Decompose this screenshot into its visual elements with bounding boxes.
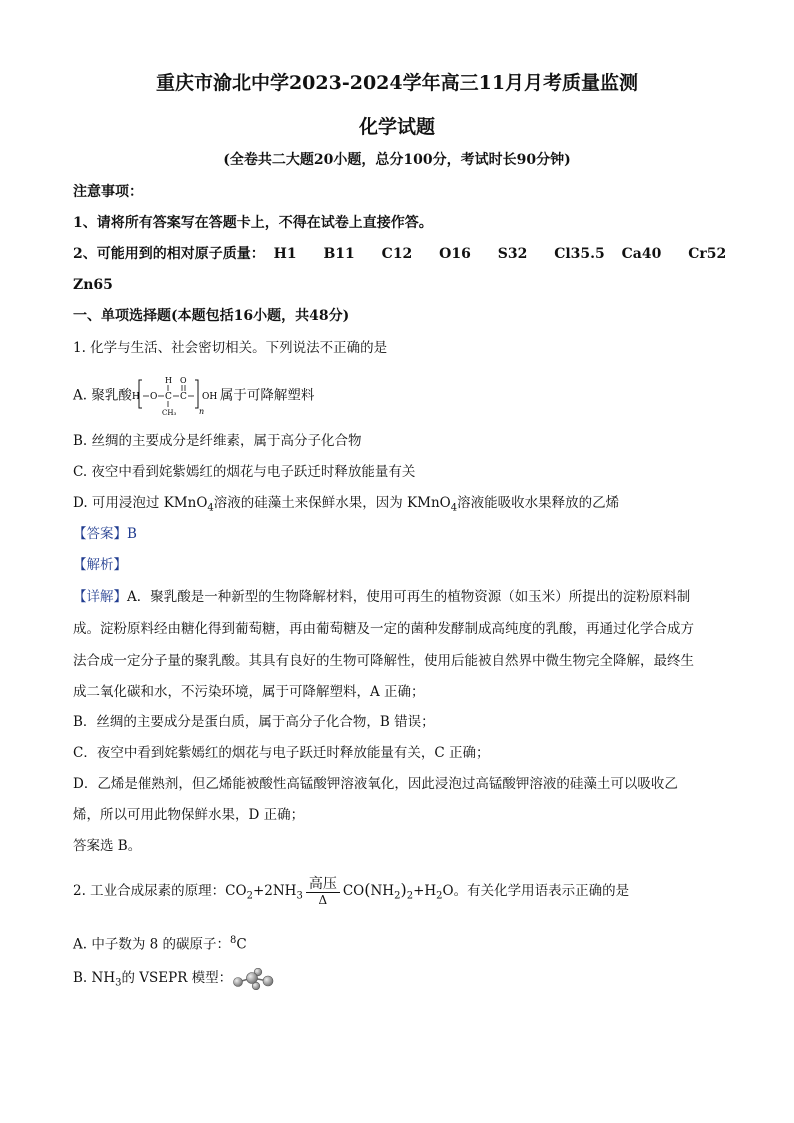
struct-ch3: CH₃ xyxy=(161,409,177,417)
atom-mass: O16 xyxy=(439,246,471,262)
vsepr-model-image xyxy=(232,968,276,990)
exam-title: 重庆市渝北中学2023-2024学年高三11月月考质量监测 xyxy=(155,72,639,94)
q1-option-a-prefix: A. 聚乳酸 xyxy=(73,387,132,404)
atom-mass: Ca40 xyxy=(621,246,662,262)
struct-top-o: O xyxy=(179,376,187,385)
q1-option-d xyxy=(73,493,619,519)
subscript: 2 xyxy=(246,890,253,902)
q1-answer: 【答案】B xyxy=(73,526,137,542)
notes-item-2-prefix: 2、可能用到的相对原子质量： xyxy=(73,246,265,262)
formula: NH xyxy=(370,883,395,899)
reaction-condition xyxy=(306,876,340,907)
subscript: 3 xyxy=(115,977,122,989)
q1-detail-line: 成二氧化碳和水，不污染环境，属于可降解塑料，A 正确； xyxy=(73,684,425,700)
struct-o: O xyxy=(149,392,158,402)
q2-option-a xyxy=(73,931,247,955)
subscript: 2 xyxy=(436,890,443,902)
q2-stem-prefix: 2. 工业合成尿素的原理： xyxy=(73,883,226,899)
q2-option-a-text: A. 中子数为 8 的碳原子： xyxy=(73,936,231,953)
subscript: 2 xyxy=(406,890,414,902)
formula: +H xyxy=(413,883,437,899)
q1-analysis-label: 【解析】 xyxy=(73,557,127,573)
polylactic-acid-structure xyxy=(132,374,220,418)
atom-mass: Cr52 xyxy=(688,246,727,262)
notes-heading: 注意事项： xyxy=(73,184,143,200)
atom-mass: B11 xyxy=(323,246,355,262)
atom-mass: H1 xyxy=(273,246,297,262)
notes-item-1: 1、请将所有答案写在答题卡上，不得在试卷上直接作答。 xyxy=(73,215,433,231)
bracket-right xyxy=(195,380,198,408)
q1-option-d-text: 溶液能吸收水果释放的乙烯 xyxy=(457,495,620,511)
notes-item-2 xyxy=(73,244,748,264)
formula: +2NH xyxy=(252,883,297,899)
struct-oh: OH xyxy=(201,392,218,402)
formula: CO xyxy=(225,883,247,899)
formula: O xyxy=(442,883,454,899)
struct-c1: C xyxy=(164,392,172,402)
q2-stem-suffix: 。有关化学用语表示正确的是 xyxy=(453,883,630,899)
q1-option-c: C. 夜空中看到姹紫嫣红的烟花与电子跃迁时释放能量有关 xyxy=(73,464,416,480)
q2-option-b-text: B. NH xyxy=(73,970,116,986)
struct-n: n xyxy=(198,407,204,416)
subscript: 4 xyxy=(450,502,458,514)
q1-option-a-suffix: 属于可降解塑料 xyxy=(219,387,315,404)
atom-mass: S32 xyxy=(497,246,528,262)
detail-text: A．聚乳酸是一种新型的生物降解材料，使用可再生的植物资源（如玉米）所提出的淀粉原料制 xyxy=(127,589,691,605)
q2-option-b xyxy=(73,966,276,996)
q2-stem xyxy=(73,872,629,915)
q1-detail-d: D．乙烯是催熟剂，但乙烯能被酸性高锰酸钾溶液氧化，因此浸泡过高锰酸钾溶液的硅藻土可以吸收乙 xyxy=(73,776,678,792)
q1-conclusion: 答案选 B。 xyxy=(73,838,142,854)
element-symbol: C xyxy=(236,936,247,953)
condition-top: 高压 xyxy=(306,876,340,893)
bracket-left xyxy=(139,380,142,408)
struct-h-left: H xyxy=(131,392,140,402)
exam-info: (全卷共二大题20小题，总分100分，考试时长90分钟) xyxy=(223,152,571,168)
q1-detail-line xyxy=(73,587,690,607)
q1-option-a xyxy=(73,374,314,418)
superscript: 8 xyxy=(230,935,237,946)
detail-label: 【详解】 xyxy=(73,589,127,605)
exam-subtitle: 化学试题 xyxy=(358,116,435,138)
struct-top-h: H xyxy=(164,376,172,385)
q1-detail-c: C．夜空中看到姹紫嫣红的烟花与电子跃迁时释放能量有关，C 正确； xyxy=(73,745,490,761)
notes-item-2-wrap: Zn65 xyxy=(73,277,113,293)
formula: CO xyxy=(342,883,365,899)
atom-mass: Cl35.5 xyxy=(554,246,605,262)
subscript: 4 xyxy=(207,502,214,514)
section-1-heading: 一、单项选择题(本题包括16小题，共48分) xyxy=(73,308,350,324)
atom-mass: C12 xyxy=(381,246,413,262)
q1-detail-b: B．丝绸的主要成分是蛋白质，属于高分子化合物，B 错误； xyxy=(73,714,435,730)
paren-open: ( xyxy=(364,880,371,899)
paren-close: ) xyxy=(400,880,407,899)
condition-bottom: Δ xyxy=(318,893,328,907)
q2-option-b-text: 的 VSEPR 模型： xyxy=(121,970,233,986)
struct-c2: C xyxy=(179,392,187,402)
subscript: 3 xyxy=(296,890,303,902)
q1-option-d-text: 溶液的硅藻土来保鲜水果，因为 KMnO xyxy=(213,495,451,511)
q1-detail-line: 法合成一定分子量的聚乳酸。其具有良好的生物可降解性，使用后能被自然界中微生物完全降解，最终生 xyxy=(73,653,694,669)
q1-option-d-text: D. 可用浸泡过 KMnO xyxy=(73,495,208,511)
subscript: 2 xyxy=(394,890,401,902)
q1-stem: 1. 化学与生活、社会密切相关。下列说法不正确的是 xyxy=(73,340,388,356)
q1-detail-d-wrap: 烯，所以可用此物保鲜水果，D 正确； xyxy=(73,807,305,823)
q1-option-b: B. 丝绸的主要成分是纤维素，属于高分子化合物 xyxy=(73,433,362,449)
q1-detail-line: 成。淀粉原料经由糖化得到葡萄糖，再由葡萄糖及一定的菌种发酵制成高纯度的乳酸，再通过化学合成方 xyxy=(73,621,694,637)
